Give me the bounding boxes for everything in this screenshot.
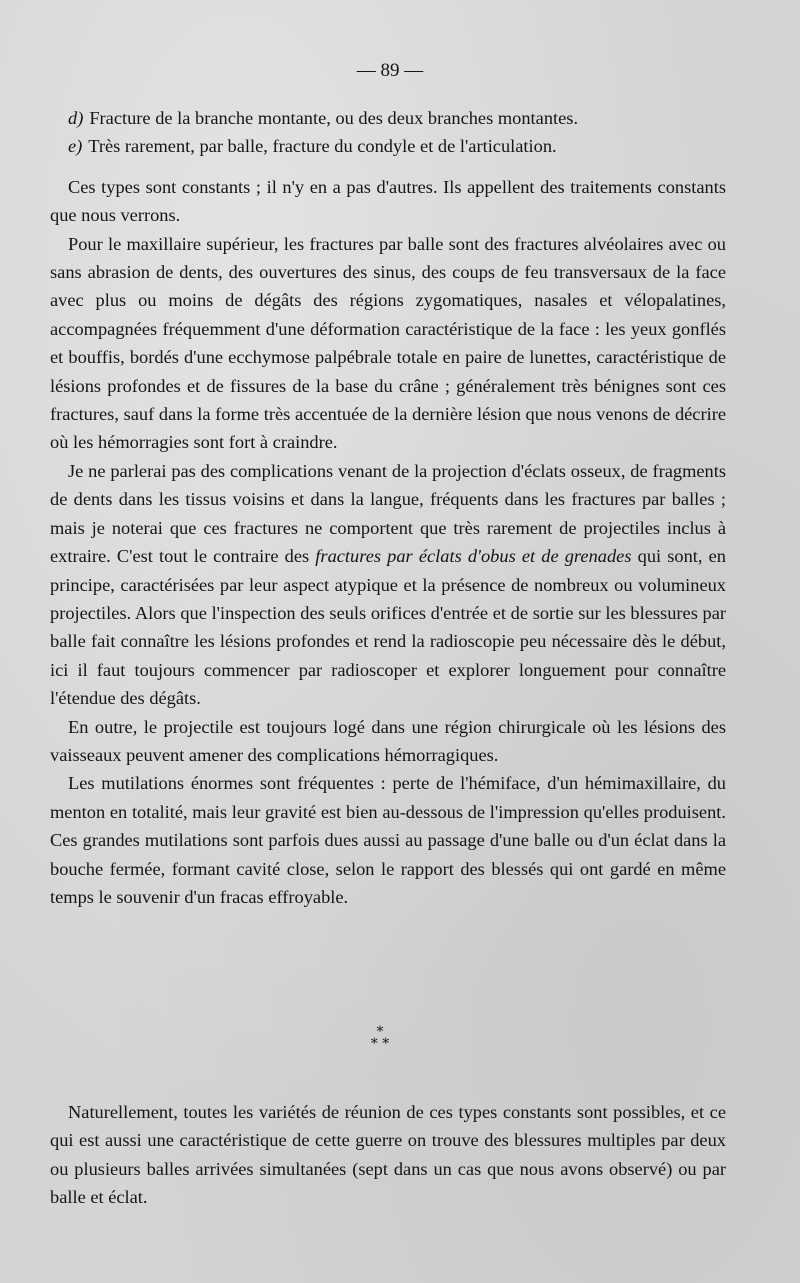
paragraph-text-part: qui sont, en principe, caractérisées par leur aspect atypique et la présence de nombreux ou volumineux projectiles. Alors que l'inspection des seuls orifices d'entrée et de sortie sur les blessures par balle fait connaître les lésions profondes et rend la radioscopie peu nécessaire dès le début, ici il faut toujours commencer par radioscoper et explorer longuement pour connaître l'étendue des dégâts.: [50, 546, 726, 709]
paragraph-text-part: Je ne parlerai pas des complications venant de la projection d'éclats osseux, de fragments de dents dans les tissus voisins et dans la langue, fréquents dans les fractures par balles ; mais je noterai que ces fractures ne comportent que très rarement de projectiles inclus à extraire. C'est tout le contraire des: [50, 460, 726, 567]
paragraph-maxillaire-superieur: Pour le maxillaire supérieur, les fractures par balle sont des fractures alvéolaires avec ou sans abrasion de dents, des ouvertures des sinus, des coups de feu transversaux de la face avec plus ou moins de dégâts des régions zygomatiques, nasales et vélopalatines, accompagnées fréquemment d'une déformation caractéristique de la face : les yeux gonflés et bouffis, bordés d'une ecchymose palpébrale totale en paire de lunettes, caractéristique de lésions profondes et de fissures de la base du crâne ; généralement très bénignes sont ces fractures, sauf dans la forme très accentuée de la dernière lésion que nous venons de décrire où les hémorragies sont fort à craindre.: [50, 233, 726, 453]
list-item-text: Fracture de la branche montante, ou des deux branches montantes.: [89, 108, 579, 128]
list-marker: d): [68, 108, 84, 128]
closing-text-block: [50, 1098, 726, 1212]
list-item-e: [50, 132, 726, 160]
asterism-bottom: * *: [370, 1036, 390, 1052]
paragraph-types-constants: Ces types sont constants ; il n'y en a pas d'autres. Ils appellent des traitements constants que nous verrons.: [50, 176, 726, 226]
paragraph-complications: [50, 457, 726, 713]
asterism-top: *: [376, 1024, 384, 1040]
main-text-block: [50, 104, 726, 911]
paragraph-mutilations: Les mutilations énormes sont fréquentes : perte de l'hémiface, d'un hémimaxillaire, du menton en totalité, mais leur gravité est bien au-dessous de l'impression qu'elles produisent. Ces grandes mutilations sont parfois dues aussi au passage d'une balle ou d'un éclat dans la bouche fermée, formant cavité close, selon le rapport des blessés qui ont gardé en même temps le souvenir d'un fracas effroyable.: [50, 773, 726, 907]
paragraph-projectile: En outre, le projectile est toujours logé dans une région chirurgicale où les lésions des vaisseaux peuvent amener des complications hémorragiques.: [50, 716, 726, 765]
list-marker: e): [68, 136, 83, 157]
list-item-d: [50, 104, 726, 132]
asterism-separator: [0, 1026, 760, 1050]
paragraph-naturellement: Naturellement, toutes les variétés de réunion de ces types constants sont possibles, et ce qui est aussi une caractéristique de cette guerre on trouve des blessures multiples par deux ou plusieurs balles arrivées simultanées (sept dans un cas que nous avons observé) ou par balle et éclat.: [50, 1102, 726, 1208]
italic-phrase: fractures par éclats d'obus et de grenades: [315, 546, 632, 567]
list-item-text: Très rarement, par balle, fracture du condyle et de l'articulation.: [88, 136, 557, 157]
page-number: — 89 —: [356, 60, 424, 81]
